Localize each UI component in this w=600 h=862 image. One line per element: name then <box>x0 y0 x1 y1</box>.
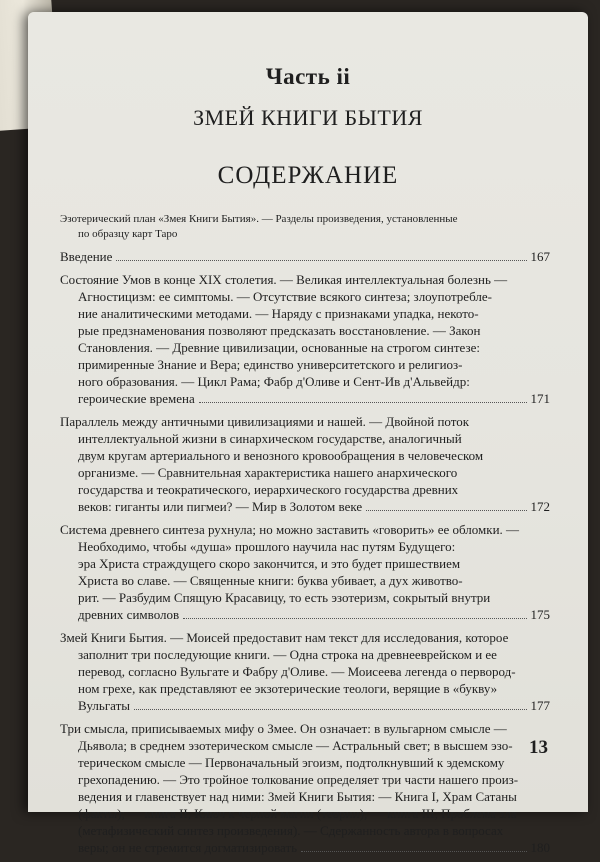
toc-line: ведения и главенствует над ними: Змей Книги Бытия: — Книга I, Храм Сатаны <box>78 789 517 804</box>
toc-line: (метафизический синтез произведения). — Сдержанность автора в вопросах <box>78 823 504 838</box>
leader-dots <box>116 260 526 261</box>
toc-line: Необходимо, чтобы «душа» прошлого научила нас путям Будущего: <box>78 539 456 554</box>
toc-line: Эзотерический план «Змея Книги Бытия». — Разделы произведения, установленные <box>60 213 458 225</box>
table-of-contents <box>60 212 550 862</box>
toc-line: героические времена <box>78 391 195 406</box>
toc-line: Три смысла, приписываемых мифу о Змее. Он означает: в вульгарном смысле — <box>60 721 507 736</box>
toc-line: Вульгаты <box>78 698 131 713</box>
toc-entry <box>60 521 550 623</box>
leader-dots <box>366 510 526 511</box>
toc-line: Дьявола; в среднем эзотерическом смысле — Астральный свет; в высшем эзо- <box>78 738 513 753</box>
toc-line: организме. — Сравнительная характеристика нашего анархического <box>78 465 458 480</box>
toc-line: Христа во славе. — Священные книги: буква убивает, а дух животво- <box>78 573 463 588</box>
toc-line: Агностицизм: ее симптомы. — Отсутствие всякого синтеза; злоупотребле- <box>78 289 492 304</box>
toc-line: эра Христа страждущего скоро закончится, и это будет пришествием <box>78 556 461 571</box>
toc-line: (факты); — книга II, Ключ к черной магии (теории); — книга III, Проблема зла <box>78 806 517 821</box>
toc-page-number: 172 <box>530 499 550 514</box>
toc-entry <box>60 271 550 407</box>
toc-page-number: 167 <box>530 249 550 264</box>
toc-line: ние аналитическими методами. — Наряду с признаками упадка, некото- <box>78 306 479 321</box>
toc-page-number: 171 <box>530 391 550 406</box>
toc-line: заполнит три последующие книги. — Одна строка на древнееврейском и ее <box>78 647 497 662</box>
toc-line: Змей Книги Бытия. — Моисей предоставит нам текст для исследования, которое <box>60 630 509 645</box>
contents-heading: СОДЕРЖАНИЕ <box>217 162 399 189</box>
toc-entry <box>60 413 550 515</box>
toc-entry <box>60 248 550 265</box>
toc-line: интеллектуальной жизни в синархическом государстве, аналогичный <box>78 431 462 446</box>
toc-page-number: 180 <box>530 840 550 855</box>
page-number: 13 <box>529 737 548 758</box>
leader-dots <box>301 851 526 852</box>
toc-line: ного образования. — Цикл Рама; Фабр д'Оливе и Сент-Ив д'Альвейдр: <box>78 374 470 389</box>
toc-page-number: 175 <box>530 607 550 622</box>
leader-dots <box>183 618 526 619</box>
toc-line: ном грехе, как представляют ее экзотерические теологи, верящие в «букву» <box>78 681 498 696</box>
book-page <box>28 12 588 855</box>
toc-line: Параллель между античными цивилизациями и нашей. — Двойной поток <box>60 414 470 429</box>
toc-line: терическом смысле — Первоначальный эгоизм, подтолкнувший к эдемскому <box>78 755 505 770</box>
leader-dots <box>199 402 527 403</box>
toc-page-number: 177 <box>530 698 550 713</box>
leader-dots <box>134 709 526 710</box>
toc-line: рит. — Разбудим Спящую Красавицу, то есть эзотеризм, сокрытый внутри <box>78 590 491 605</box>
toc-line: примиренные Знание и Вера; единство университетского и религиоз- <box>78 357 463 372</box>
toc-line: веры; он не стремится догматизировать <box>78 840 298 855</box>
toc-line: грехопадению. — Это тройное толкование определяет три части нашего произ- <box>78 772 519 787</box>
toc-line: веков: гиганты или пигмеи? — Мир в Золотом веке <box>78 499 363 514</box>
toc-line: по образцу карт Таро <box>78 228 178 240</box>
toc-line: рые предзнаменования позволяют предсказать восстановление. — Закон <box>78 323 481 338</box>
part-title: ЗМЕЙ КНИГИ БЫТИЯ <box>193 105 423 130</box>
toc-line: государства и теократического, иерархического государства древних <box>78 482 459 497</box>
toc-entry <box>60 212 550 242</box>
part-label: Часть ii <box>265 64 351 89</box>
toc-line: Становления. — Древние цивилизации, основанные на строгом синтезе: <box>78 340 480 355</box>
toc-line: перевод, согласно Вульгате и Фабру д'Оливе. — Моисеева легенда о первород- <box>78 664 516 679</box>
toc-entry <box>60 629 550 714</box>
toc-line: Введение <box>60 249 113 264</box>
toc-line: Состояние Умов в конце XIX столетия. — Великая интеллектуальная болезнь — <box>60 272 508 287</box>
toc-line: двум кругам артериального и венозного кровообращения в человеческом <box>78 448 484 463</box>
toc-line: Система древнего синтеза рухнула; но можно заставить «говорить» ее обломки. — <box>60 522 520 537</box>
toc-entry <box>60 720 550 856</box>
toc-line: древних символов <box>78 607 180 622</box>
